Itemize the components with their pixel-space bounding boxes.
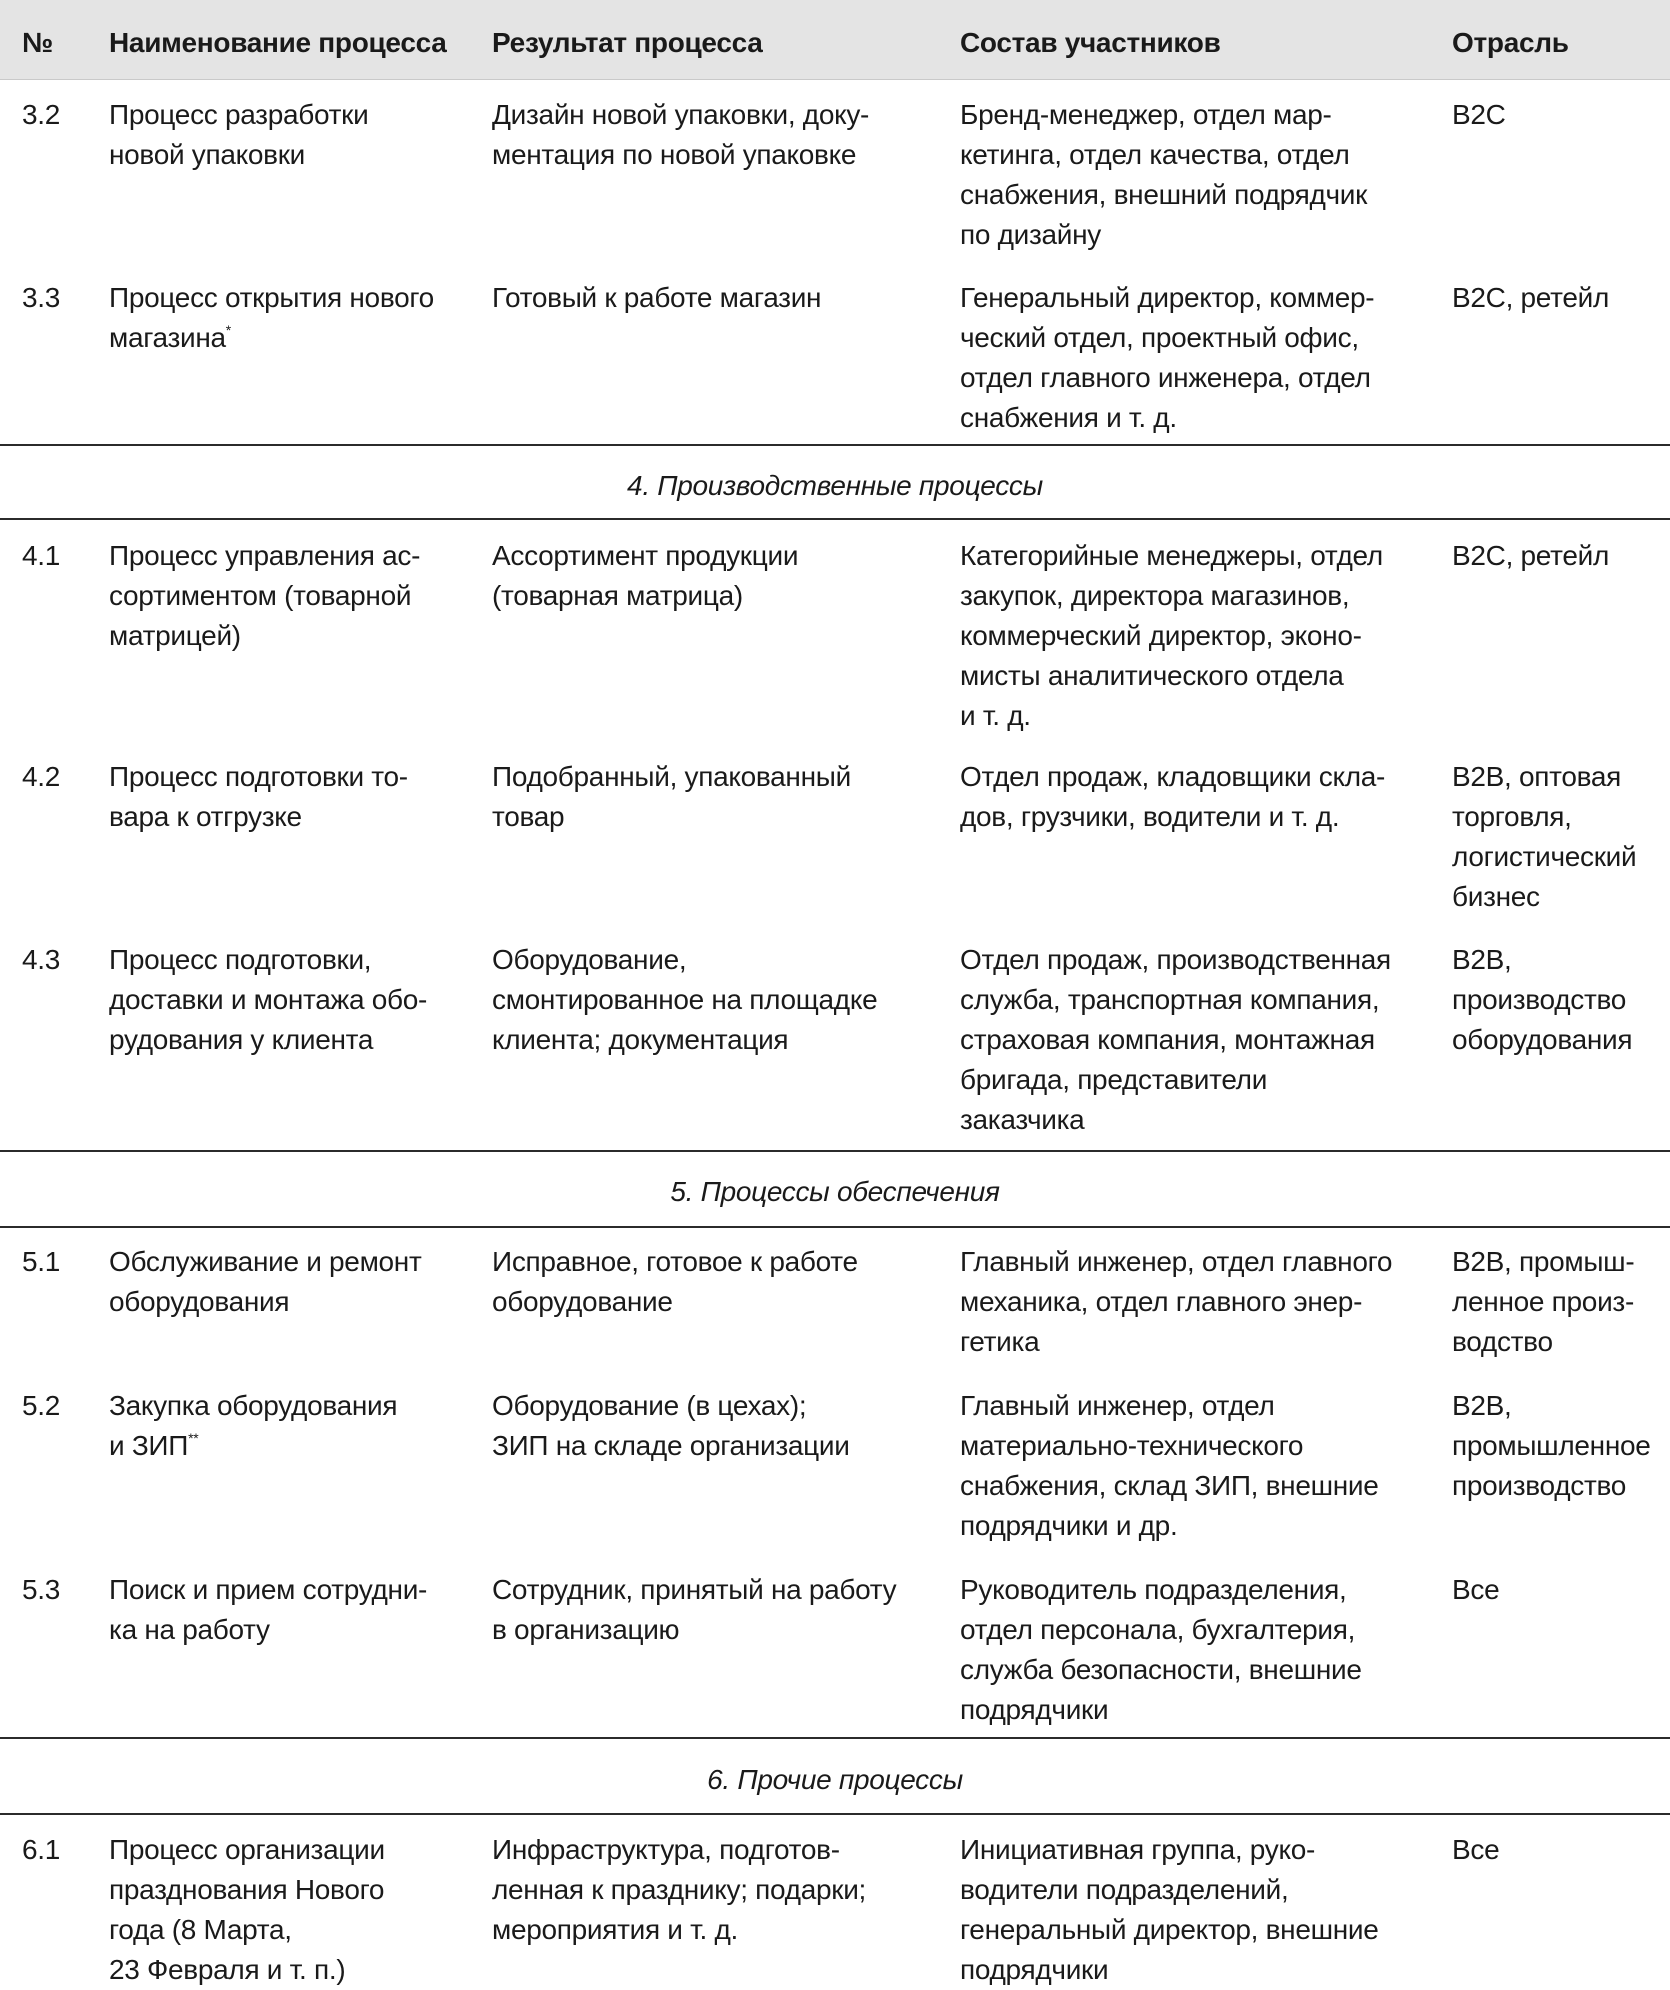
row-result bbox=[492, 1570, 896, 1650]
row-name bbox=[109, 95, 368, 175]
row-name bbox=[109, 1570, 427, 1650]
row-industry bbox=[1452, 757, 1636, 917]
row-participants-text: Отдел продаж, кладовщики скла- дов, грузчики, водители и т. д. bbox=[960, 761, 1386, 832]
section-divider bbox=[0, 518, 1670, 520]
row-industry-text: В2С, ретейл bbox=[1452, 540, 1610, 571]
row-industry-text: В2В, промышленное производство bbox=[1452, 1390, 1651, 1501]
row-num-text: 5.2 bbox=[22, 1390, 61, 1421]
row-participants-text: Бренд-менеджер, отдел мар- кетинга, отдел качества, отдел снабжения, внешний подрядчик по дизайну bbox=[960, 99, 1368, 250]
row-participants-text: Главный инженер, отдел материально-технического снабжения, склад ЗИП, внешние подрядчики и др. bbox=[960, 1390, 1379, 1541]
row-name bbox=[109, 278, 434, 358]
row-result bbox=[492, 1830, 866, 1950]
row-result-text: Инфраструктура, подготов- ленная к празднику; подарки; мероприятия и т. д. bbox=[492, 1834, 867, 1945]
row-result-text: Оборудование (в цехах); ЗИП на складе организации bbox=[492, 1390, 850, 1461]
row-num bbox=[22, 757, 60, 797]
row-participants bbox=[960, 1386, 1379, 1546]
row-industry-text: В2С, ретейл bbox=[1452, 282, 1610, 313]
row-result-text: Ассортимент продукции (товарная матрица) bbox=[492, 540, 799, 611]
row-industry bbox=[1452, 536, 1609, 576]
row-participants bbox=[960, 536, 1383, 736]
row-participants-text: Отдел продаж, производственная служба, транспортная компания, страховая компания, монтажная бригада, представители заказчика bbox=[960, 944, 1391, 1135]
row-num-text: 5.1 bbox=[22, 1246, 61, 1277]
row-participants-text: Инициативная группа, руко- водители подразделений, генеральный директор, внешние подрядчики bbox=[960, 1834, 1379, 1985]
header-num: № bbox=[22, 27, 53, 58]
row-name bbox=[109, 1830, 385, 1990]
footnote-mark: * bbox=[225, 321, 231, 338]
row-participants-text: Категорийные менеджеры, отдел закупок, директора магазинов, коммерческий директор, эконо- мисты аналитического отдела и т. д. bbox=[960, 540, 1383, 731]
row-result bbox=[492, 757, 851, 837]
row-name bbox=[109, 536, 420, 656]
section-title: 5. Процессы обеспечения bbox=[670, 1176, 1000, 1207]
row-name-text: Процесс подготовки то- вара к отгрузке bbox=[109, 761, 408, 832]
row-num-text: 5.3 bbox=[22, 1574, 61, 1605]
row-industry-text: В2В, производство оборудования bbox=[1452, 944, 1633, 1055]
row-num bbox=[22, 1570, 60, 1610]
row-result-text: Подобранный, упакованный товар bbox=[492, 761, 851, 832]
row-name-text: Процесс управления ас- сортиментом (товарной матрицей) bbox=[109, 540, 421, 651]
row-result bbox=[492, 278, 821, 318]
row-result bbox=[492, 536, 798, 616]
row-industry-text: Все bbox=[1452, 1834, 1500, 1865]
row-result bbox=[492, 95, 869, 175]
row-participants bbox=[960, 1570, 1362, 1730]
row-num-text: 4.3 bbox=[22, 944, 61, 975]
row-participants-text: Руководитель подразделения, отдел персонала, бухгалтерия, служба безопасности, внешние подрядчики bbox=[960, 1574, 1362, 1725]
row-name-text: Поиск и прием сотрудни- ка на работу bbox=[109, 1574, 428, 1645]
row-industry bbox=[1452, 1386, 1651, 1506]
row-industry bbox=[1452, 1570, 1499, 1610]
row-name bbox=[109, 1242, 422, 1322]
row-industry-text: Все bbox=[1452, 1574, 1500, 1605]
row-num bbox=[22, 1242, 60, 1282]
row-num-text: 4.1 bbox=[22, 540, 61, 571]
row-result bbox=[492, 940, 877, 1060]
section-divider bbox=[0, 1737, 1670, 1739]
section-title: 6. Прочие процессы bbox=[707, 1764, 963, 1795]
row-industry bbox=[1452, 95, 1506, 135]
row-industry-text: В2В, оптовая торговля, логистический бизнес bbox=[1452, 761, 1637, 912]
row-result-text: Оборудование, смонтированное на площадке клиента; документация bbox=[492, 944, 878, 1055]
row-result bbox=[492, 1242, 858, 1322]
footnote-mark: ** bbox=[188, 1429, 199, 1446]
row-name-text: Обслуживание и ремонт оборудования bbox=[109, 1246, 422, 1317]
row-result-text: Исправное, готовое к работе оборудование bbox=[492, 1246, 858, 1317]
row-result-text: Сотрудник, принятый на работу в организацию bbox=[492, 1574, 897, 1645]
row-participants bbox=[960, 278, 1374, 438]
row-name bbox=[109, 940, 427, 1060]
row-num bbox=[22, 95, 60, 135]
row-name-text: Процесс подготовки, доставки и монтажа обо- рудования у клиента bbox=[109, 944, 428, 1055]
row-participants bbox=[960, 940, 1391, 1140]
row-name-text: Закупка оборудования и ЗИП bbox=[109, 1390, 398, 1461]
section-title: 4. Производственные процессы bbox=[627, 470, 1043, 501]
header-name: Наименование процесса bbox=[109, 27, 447, 58]
row-participants bbox=[960, 1830, 1379, 1990]
row-participants bbox=[960, 757, 1385, 837]
section-divider bbox=[0, 1150, 1670, 1152]
row-num-text: 3.3 bbox=[22, 282, 61, 313]
row-industry bbox=[1452, 1830, 1499, 1870]
row-result-text: Готовый к работе магазин bbox=[492, 282, 822, 313]
header-result: Результат процесса bbox=[492, 27, 763, 58]
section-divider bbox=[0, 1813, 1670, 1815]
row-name bbox=[109, 1386, 397, 1466]
header-industry: Отрасль bbox=[1452, 27, 1569, 58]
row-industry bbox=[1452, 940, 1632, 1060]
row-num bbox=[22, 536, 60, 576]
row-num-text: 3.2 bbox=[22, 99, 61, 130]
row-participants-text: Генеральный директор, коммер- ческий отдел, проектный офис, отдел главного инженера, отдел снабжения и т. д. bbox=[960, 282, 1375, 433]
row-num-text: 6.1 bbox=[22, 1834, 61, 1865]
row-industry bbox=[1452, 1242, 1634, 1362]
row-participants bbox=[960, 95, 1367, 255]
row-num bbox=[22, 278, 60, 318]
row-participants bbox=[960, 1242, 1392, 1362]
row-name bbox=[109, 757, 408, 837]
row-name-text: Процесс разработки новой упаковки bbox=[109, 99, 369, 170]
section-divider bbox=[0, 444, 1670, 446]
row-result bbox=[492, 1386, 850, 1466]
row-industry-text: В2С bbox=[1452, 99, 1506, 130]
table-header bbox=[0, 0, 1670, 80]
row-result-text: Дизайн новой упаковки, доку- ментация по новой упаковке bbox=[492, 99, 870, 170]
section-divider bbox=[0, 1226, 1670, 1228]
row-participants-text: Главный инженер, отдел главного механика, отдел главного энер- гетика bbox=[960, 1246, 1393, 1357]
row-name-text: Процесс организации празднования Нового года (8 Марта, 23 Февраля и т. п.) bbox=[109, 1834, 385, 1985]
row-num bbox=[22, 940, 60, 980]
header-participants: Состав участников bbox=[960, 27, 1221, 58]
row-name-text: Процесс открытия нового магазина bbox=[109, 282, 434, 353]
row-num bbox=[22, 1830, 60, 1870]
row-num-text: 4.2 bbox=[22, 761, 61, 792]
row-num bbox=[22, 1386, 60, 1426]
row-industry-text: В2В, промыш- ленное произ- водство bbox=[1452, 1246, 1635, 1357]
row-industry bbox=[1452, 278, 1609, 318]
